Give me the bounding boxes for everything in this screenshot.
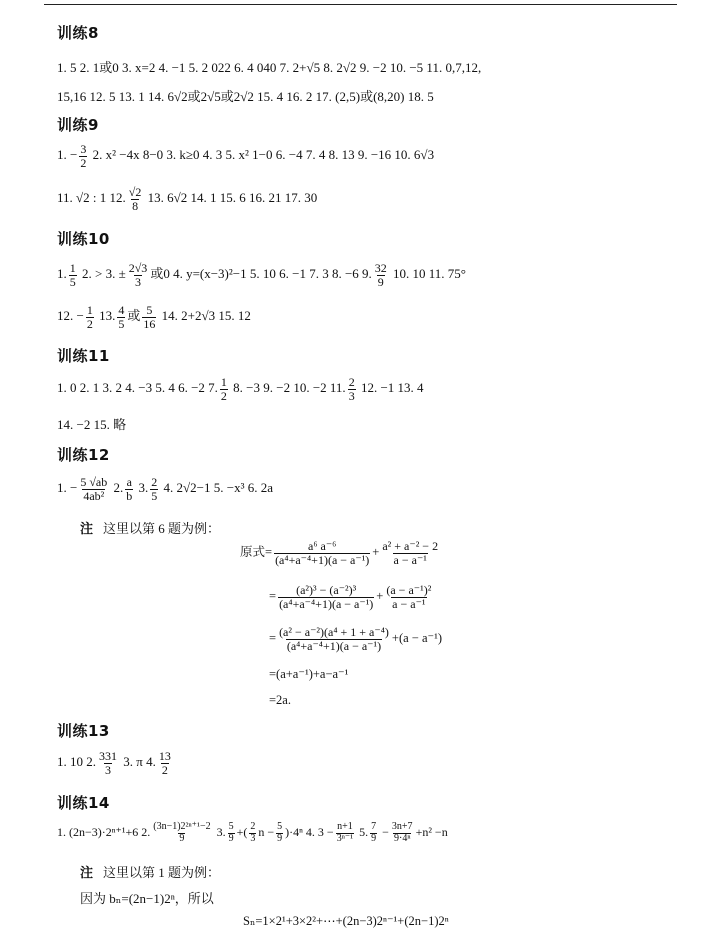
equation-line-2: = $\frac{\text{(a²)³ − (a⁻²)³}}{\text{(a⁴+a⁻⁴+1)(a − a⁻¹)}}$ + $\frac{\text{(a − a⁻¹)²}}{\text{a − a⁻¹}}$ (269, 583, 432, 611)
fraction: $\frac{1}{2}$ (86, 303, 93, 331)
fraction: $\frac{2}{3}$ (348, 375, 355, 403)
fraction: $\frac{3}{2}$ (80, 142, 87, 170)
fraction: $\frac{331}{3}$ (99, 749, 117, 777)
note-12: 注 这里以第 6 题为例： (80, 521, 221, 537)
equation-line-4: =(a+a⁻¹)+a−a⁻¹ (269, 667, 349, 681)
answers-12-line-1: 1. − $\frac{5 √ab}{\text{4ab²}}$ 2. $\frac{a}{b}$ 3. $\frac{2}{5}$ 4. 2√2−1 5. −x³ 6. 2a (57, 475, 273, 503)
fraction: $\frac{1}{5}$ (69, 261, 76, 289)
fraction: $\frac{\text{(a²)³ − (a⁻²)³}}{\text{(a⁴+a⁻⁴+1)(a − a⁻¹)}}$ (279, 583, 374, 611)
answers-14-line-1: 1. (2n−3)·2ⁿ⁺¹+6 2. $\frac{\text{(3n−1)2²ⁿ⁺¹−2}}{9}$ 3. $\frac{5}{9}$ +( $\frac{2}{3}$ n − $\frac{5}{9}$ )·4ⁿ 4. 3 − $\frac{n+1}{\text{3ⁿ⁻¹}}$ 5. $\frac{7}{9}$ − $\frac{3n+7}{\text{9·4ⁿ}}$ +n² −n (57, 821, 448, 844)
equation-line-5: =2a. (269, 693, 291, 707)
fraction: $\frac{7}{9}$ (371, 821, 377, 844)
fraction: $\frac{2√3}{3}$ (128, 261, 148, 289)
fraction: $\frac{√2}{8}$ (128, 185, 142, 213)
fraction: $\frac{\text{a⁶ a⁻⁶}}{\text{(a⁴+a⁻⁴+1)(a − a⁻¹)}}$ (275, 539, 370, 567)
fraction: $\frac{\text{(3n−1)2²ⁿ⁺¹−2}}{9}$ (153, 821, 211, 844)
fraction: $\frac{a}{b}$ (126, 475, 133, 503)
fraction: $\frac{2}{3}$ (250, 821, 256, 844)
answers-10-line-1: 1. $\frac{1}{5}$ 2. > 3. ± $\frac{2√3}{3}$ 或0 4. y=(x−3)²−1 5. 10 6. −1 7. 3 8. −6 9. $\frac{32}{9}$ 10. 10 11. 75° (57, 261, 466, 289)
section-title-10: 训练10 (57, 230, 110, 248)
equation-line-1: 原式= $\frac{\text{a⁶ a⁻⁶}}{\text{(a⁴+a⁻⁴+1)(a − a⁻¹)}}$ + $\frac{\text{a² + a⁻² − 2}}{\text{a − a⁻¹}}$ (240, 539, 439, 567)
answers-8-line-2: 15,16 12. 5 13. 1 14. 6√2或2√5或2√2 15. 4 16. 2 17. (2,5)或(8,20) 18. 5 (57, 89, 434, 104)
fraction: $\frac{1}{2}$ (220, 375, 227, 403)
section-title-14: 训练14 (57, 794, 110, 812)
fraction: $\frac{5}{9}$ (228, 821, 234, 844)
answers-10-line-2: 12. − $\frac{1}{2}$ 13. $\frac{4}{5}$ 或 $\frac{5}{16}$ 14. 2+2√3 15. 12 (57, 303, 251, 331)
fraction: $\frac{n+1}{\text{3ⁿ⁻¹}}$ (336, 821, 354, 844)
fraction: $\frac{3n+7}{\text{9·4ⁿ}}$ (391, 821, 413, 844)
fraction: $\frac{4}{5}$ (118, 303, 125, 331)
answers-11-line-1: 1. 0 2. 1 3. 2 4. −3 5. 4 6. −2 7. $\frac{1}{2}$ 8. −3 9. −2 10. −2 11. $\frac{2}{3}$ 12. −1 13. 4 (57, 375, 424, 403)
section-title-9: 训练9 (57, 116, 99, 134)
section-title-13: 训练13 (57, 722, 110, 740)
section-title-12: 训练12 (57, 446, 110, 464)
answers-9-line-2: 11. √2 : 1 12. $\frac{√2}{8}$ 13. 6√2 14. 1 15. 6 16. 21 17. 30 (57, 185, 318, 213)
fraction: $\frac{5 √ab}{\text{4ab²}}$ (80, 475, 108, 503)
answers-13-line-1: 1. 10 2. $\frac{331}{3}$ 3. π 4. $\frac{13}{2}$ (57, 749, 171, 777)
answers-9-line-1: 1. − $\frac{3}{2}$ 2. x² −4x 8−0 3. k≥0 4. 3 5. x² 1−0 6. −4 7. 4 8. 13 9. −16 10. 6√3 (57, 142, 435, 170)
note-14: 注 这里以第 1 题为例： (80, 865, 221, 881)
fraction: $\frac{32}{9}$ (374, 261, 387, 289)
section-title-11: 训练11 (57, 347, 110, 365)
fraction: $\frac{\text{(a − a⁻¹)²}}{\text{a − a⁻¹}}$ (386, 583, 432, 611)
fraction: $\frac{5}{16}$ (143, 303, 156, 331)
fraction: $\frac{\text{(a² − a⁻²)(a⁴ + 1 + a⁻⁴)}}{\text{(a⁴+a⁻⁴+1)(a − a⁻¹)}}$ (279, 625, 389, 653)
top-rule (44, 4, 677, 5)
fraction: $\frac{5}{9}$ (277, 821, 283, 844)
section-title-8: 训练8 (57, 24, 99, 42)
fraction: $\frac{\text{a² + a⁻² − 2}}{\text{a − a⁻¹}}$ (382, 539, 439, 567)
answers-8-line-1: 1. 5 2. 1或0 3. x=2 4. −1 5. 2 022 6. 4 040 7. 2+√5 8. 2√2 9. −2 10. −5 11. 0,7,12, (57, 60, 482, 75)
because-line: 因为 bₙ=(2n−1)2ⁿ，所以 (80, 891, 214, 906)
fraction: $\frac{2}{5}$ (151, 475, 158, 503)
sum-line: Sₙ=1×2¹+3×2²+⋯+(2n−3)2ⁿ⁻¹+(2n−1)2ⁿ (243, 914, 449, 928)
equation-line-3: = $\frac{\text{(a² − a⁻²)(a⁴ + 1 + a⁻⁴)}}{\text{(a⁴+a⁻⁴+1)(a − a⁻¹)}}$ +(a − a⁻¹) (269, 625, 443, 653)
answers-11-line-2: 14. −2 15. 略 (57, 417, 127, 432)
fraction: $\frac{13}{2}$ (158, 749, 171, 777)
